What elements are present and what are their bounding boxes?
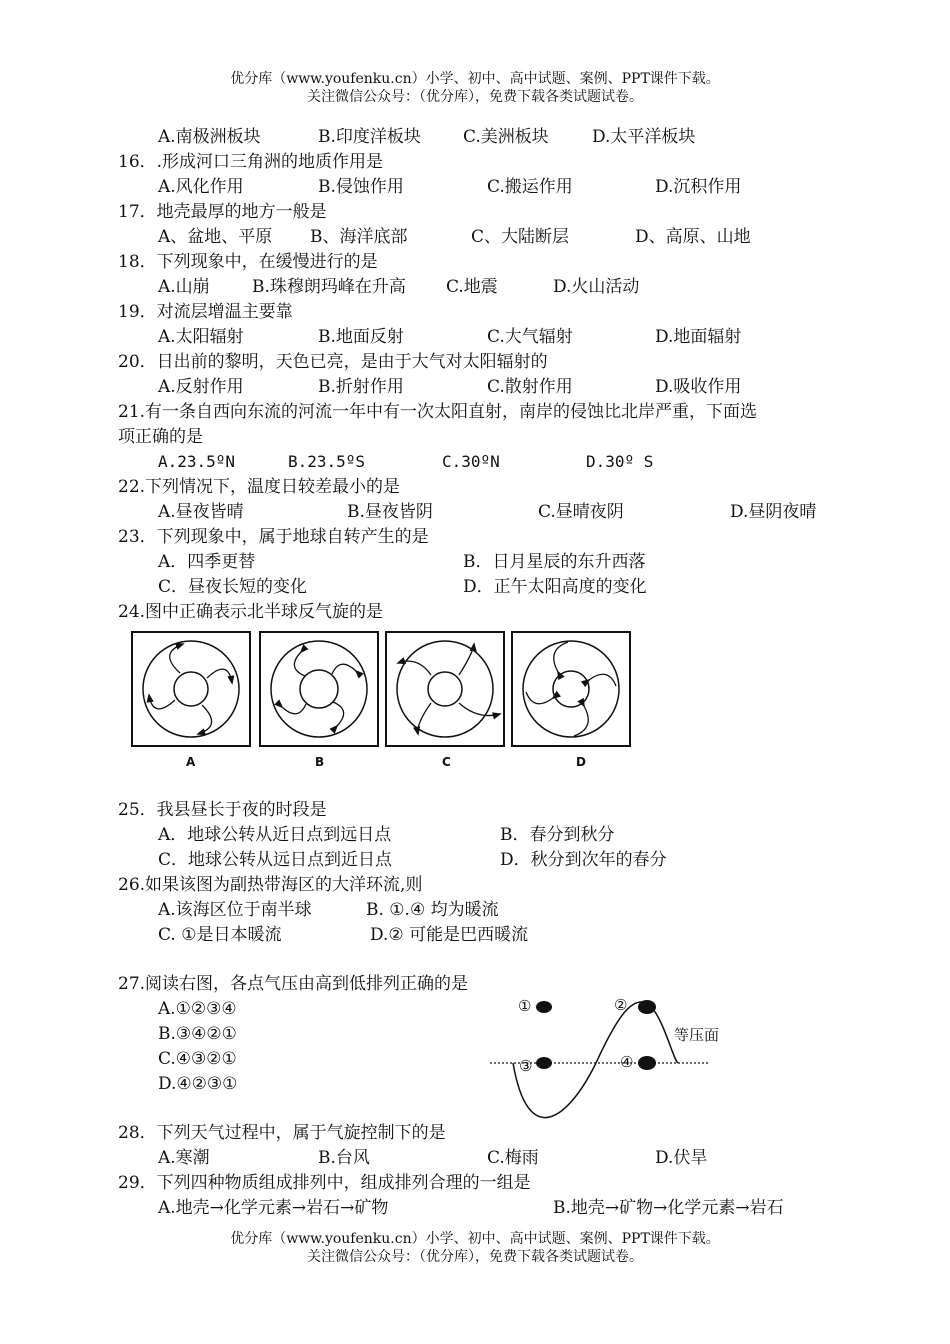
q19-option-d: D.地面辐射 <box>655 327 742 347</box>
q26-option-d: D.② 可能是巴西暖流 <box>370 925 529 945</box>
q17-option-c: C、大陆断层 <box>471 227 570 247</box>
q24-label-b: B <box>315 755 325 769</box>
q17-option-b: B、海洋底部 <box>310 227 408 247</box>
footer-line-2: 关注微信公众号：（优分库），免费下载各类试题试卷。 <box>307 1249 643 1265</box>
q18-option-b: B.珠穆朗玛峰在升高 <box>252 277 406 297</box>
q24-label-a: A <box>186 755 196 769</box>
q15-option-a: A.南极洲板块 <box>158 127 261 147</box>
q24-label-c: C <box>442 755 451 769</box>
q27-option-a: A.①②③④ <box>158 999 237 1019</box>
q16-option-d: D.沉积作用 <box>655 177 742 197</box>
header-line-1: 优分库（www.youfenku.cn）小学、初中、高中试题、案例、PPT课件下载。 <box>230 71 720 87</box>
q20-option-a: A.反射作用 <box>158 377 244 397</box>
q27-option-d: D.④②③① <box>158 1074 238 1094</box>
q19-option-b: B.地面反射 <box>318 327 404 347</box>
q29-stem: 29．下列四种物质组成排列中，组成排列合理的一组是 <box>118 1173 531 1193</box>
q27-point-3-label: ③ <box>519 1057 533 1075</box>
q26-stem: 26.如果该图为副热带海区的大洋环流,则 <box>118 875 423 895</box>
q25-option-b: B．春分到秋分 <box>500 825 615 845</box>
q25-option-c: C．地球公转从远日点到近日点 <box>158 850 393 870</box>
q26-option-b: B. ①.④ 均为暖流 <box>366 900 499 920</box>
q26-option-a: A.该海区位于南半球 <box>158 900 312 920</box>
q21-option-c: C.30ºN <box>442 452 500 471</box>
q16-stem: 16．.形成河口三角洲的地质作用是 <box>118 152 384 172</box>
q28-option-b: B.台风 <box>318 1148 370 1168</box>
q22-option-a: A.昼夜皆晴 <box>158 502 244 522</box>
q22-stem: 22.下列情况下，温度日较差最小的是 <box>118 477 401 497</box>
q20-option-d: D.吸收作用 <box>655 377 742 397</box>
q24-figure <box>128 628 640 753</box>
q27-point-4-label: ④ <box>620 1053 634 1071</box>
q24-panel-d <box>512 632 630 746</box>
q16-option-c: C.搬运作用 <box>487 177 573 197</box>
q24-panel-c <box>386 632 504 746</box>
q21-stem-line-1: 21.有一条自西向东流的河流一年中有一次太阳直射，南岸的侵蚀比北岸严重，下面选 <box>118 402 758 422</box>
q25-stem: 25．我县昼长于夜的时段是 <box>118 800 327 820</box>
q28-option-a: A.寒潮 <box>158 1148 210 1168</box>
q28-option-d: D.伏旱 <box>655 1148 708 1168</box>
q20-stem: 20．日出前的黎明，天色已亮，是由于大气对太阳辐射的 <box>118 352 548 372</box>
q18-option-d: D.火山活动 <box>553 277 640 297</box>
q21-option-d: D.30º S <box>586 452 654 471</box>
q25-option-a: A．地球公转从近日点到远日点 <box>158 825 392 845</box>
q25-option-d: D．秋分到次年的春分 <box>500 850 667 870</box>
q17-option-a: A、盆地、平原 <box>158 227 273 247</box>
q24-panel-b <box>260 632 378 746</box>
q15-option-d: D.太平洋板块 <box>592 127 696 147</box>
q18-option-c: C.地震 <box>446 277 498 297</box>
q15-option-c: C.美洲板块 <box>463 127 549 147</box>
q23-option-d: D．正午太阳高度的变化 <box>463 577 647 597</box>
q16-option-a: A.风化作用 <box>158 177 244 197</box>
q24-panel-a <box>132 632 250 746</box>
q27-option-b: B.③④②① <box>158 1024 237 1044</box>
q22-option-c: C.昼晴夜阴 <box>538 502 624 522</box>
q20-option-c: C.散射作用 <box>487 377 573 397</box>
q18-option-a: A.山崩 <box>158 277 210 297</box>
q20-option-b: B.折射作用 <box>318 377 404 397</box>
q26-option-c: C. ①是日本暖流 <box>158 925 282 945</box>
q21-option-b: B.23.5ºS <box>288 452 366 471</box>
q27-isobar-label: 等压面 <box>674 1026 720 1044</box>
q27-point-1-label: ① <box>518 997 532 1015</box>
q27-option-c: C.④③②① <box>158 1049 237 1069</box>
q16-option-b: B.侵蚀作用 <box>318 177 404 197</box>
q17-stem: 17．地壳最厚的地方一般是 <box>118 202 327 222</box>
footer-line-1: 优分库（www.youfenku.cn）小学、初中、高中试题、案例、PPT课件下载。 <box>230 1231 720 1247</box>
q27-point-2-label: ② <box>614 996 628 1014</box>
q28-option-c: C.梅雨 <box>487 1148 539 1168</box>
q28-stem: 28．下列天气过程中，属于气旋控制下的是 <box>118 1123 446 1143</box>
q27-stem: 27.阅读右图，各点气压由高到低排列正确的是 <box>118 974 469 994</box>
q21-stem-line-2: 项正确的是 <box>118 427 203 447</box>
q23-stem: 23．下列现象中，属于地球自转产生的是 <box>118 527 429 547</box>
q21-option-a: A.23.5ºN <box>158 452 236 471</box>
q29-option-b: B.地壳→矿物→化学元素→岩石 <box>553 1198 784 1218</box>
q24-stem: 24.图中正确表示北半球反气旋的是 <box>118 602 384 622</box>
q19-option-a: A.太阳辐射 <box>158 327 244 347</box>
q18-stem: 18．下列现象中，在缓慢进行的是 <box>118 252 378 272</box>
q19-stem: 19．对流层增温主要靠 <box>118 302 293 322</box>
q22-option-b: B.昼夜皆阴 <box>347 502 433 522</box>
q22-option-d: D.昼阴夜晴 <box>730 502 817 522</box>
q23-option-a: A．四季更替 <box>158 552 256 572</box>
q29-option-a: A.地壳→化学元素→岩石→矿物 <box>158 1198 389 1218</box>
q23-option-c: C．昼夜长短的变化 <box>158 577 308 597</box>
q17-option-d: D、高原、山地 <box>635 227 751 247</box>
q23-option-b: B．日月星辰的东升西落 <box>463 552 646 572</box>
q19-option-c: C.大气辐射 <box>487 327 573 347</box>
q15-option-b: B.印度洋板块 <box>318 127 421 147</box>
header-line-2: 关注微信公众号：（优分库），免费下载各类试题试卷。 <box>307 89 643 105</box>
q24-label-d: D <box>576 755 586 769</box>
